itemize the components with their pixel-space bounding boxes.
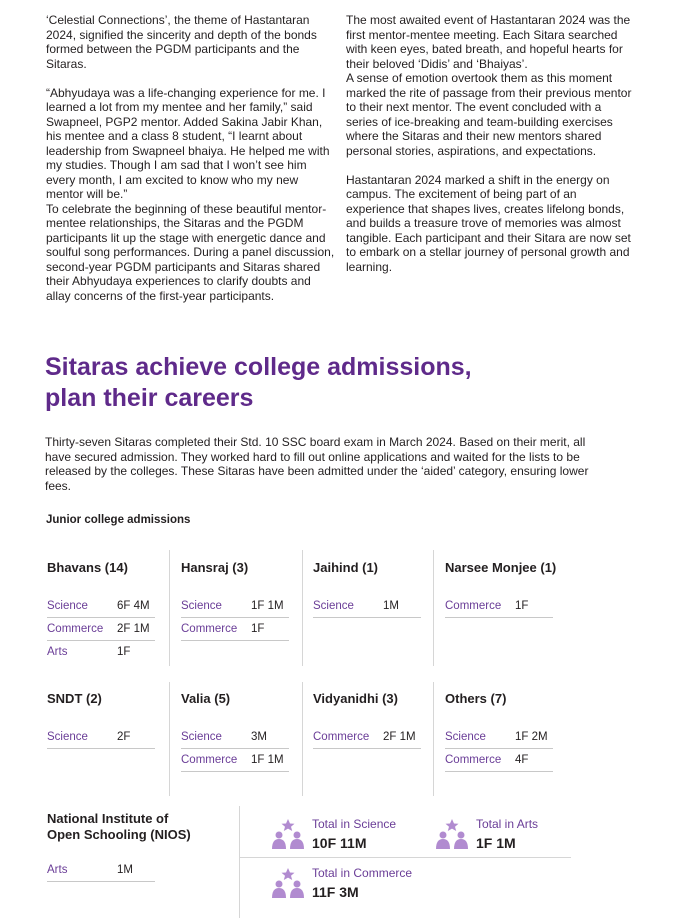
section-intro: Thirty-seven Sitaras completed their Std. 10 SSC board exam in March 2024. Based on their merit, all have secured admission. They worked hard to fill out online applications and waited for the lists to be released by the colleges. These Sitaras have been admitted under the ‘aided’ category, ensuring lower fees.: [45, 435, 589, 493]
admission-count: 1F 1M: [251, 600, 284, 612]
admission-count: 1M: [383, 600, 399, 612]
section-title: [45, 352, 645, 413]
total-arts: [436, 817, 538, 852]
college-cell-nios: [47, 811, 191, 882]
total-label: Total in Science: [312, 817, 397, 831]
people-group-icon: [272, 868, 304, 898]
total-value: 10F 11M: [312, 835, 367, 851]
admission-row: [47, 641, 155, 663]
admission-row: [181, 618, 289, 641]
college-cell: [445, 691, 553, 772]
admission-row: [181, 595, 289, 618]
admission-count: 2F 1M: [383, 731, 416, 743]
admission-row: [313, 595, 421, 618]
grid-divider: [239, 857, 571, 858]
admission-row: [47, 726, 155, 749]
college-cell: [313, 691, 421, 749]
article-paragraph: ‘Celestial Connections’, the theme of Hastantaran 2024, signified the sincerity and depth of the bonds formed between the PGDM participants and the Sitaras.: [46, 13, 317, 71]
admission-count: 3M: [251, 731, 267, 743]
total-value: 11F 3M: [312, 884, 359, 900]
article-paragraph: The most awaited event of Hastantaran 2024 was the first mentor-mentee meeting. Each Sitara searched with keen eyes, bated breath, and hopeful hearts for their beloved ‘Didis’ and ‘Bhaiyas’.: [346, 13, 631, 71]
stream-label: Science: [181, 600, 222, 612]
college-name-line: National Institute of: [47, 811, 169, 826]
admission-row: [181, 726, 289, 749]
admission-count: 1F: [117, 646, 131, 658]
stream-label: Arts: [47, 646, 68, 658]
stream-label: Science: [313, 600, 354, 612]
article-paragraph: “Abhyudaya was a life-changing experience for me. I learned a lot from my mentee and her family,” said Swapneel, PGP2 mentor. Added Sakina Jabir Khan, his mentee and a class 8 student, “I learnt about leadership from Swapneel bhaiya. He helped me with my studies. Though I am sad that I won’t see him every month, I am excited to know who my new mentor will be.”: [46, 85, 330, 201]
stream-label: Science: [47, 600, 88, 612]
grid-divider: [302, 682, 303, 796]
admission-row: [445, 749, 553, 772]
total-commerce: [272, 866, 412, 901]
section-title-line: Sitaras achieve college admissions,: [45, 353, 472, 381]
admission-row: [47, 618, 155, 641]
stream-label: Science: [181, 731, 222, 743]
stream-label: Science: [47, 731, 88, 743]
college-cell: [313, 560, 421, 618]
college-name: Valia (5): [181, 691, 231, 706]
article-paragraph: Hastantaran 2024 marked a shift in the energy on campus. The excitement of being part of an experience that shapes lives, creates lifelong bonds, and builds a treasure trove of memories was almost tangible. Each participant and their Sitara are now set to embark on a stellar journey of personal growth and learning.: [346, 172, 631, 274]
stream-label: Commerce: [47, 623, 104, 635]
college-name: [47, 811, 191, 843]
total-value: 1F 1M: [476, 835, 516, 851]
admission-count: 1F: [251, 623, 265, 635]
college-name: SNDT (2): [47, 691, 102, 706]
admission-count: 1M: [117, 864, 133, 876]
admission-count: 2F 1M: [117, 623, 150, 635]
people-group-icon: [272, 819, 304, 849]
admission-count: 6F 4M: [117, 600, 150, 612]
stream-label: Commerce: [181, 623, 238, 635]
college-name-line: Open Schooling (NIOS): [47, 827, 191, 842]
section-title-line: plan their careers: [45, 383, 254, 412]
college-name: Jaihind (1): [313, 560, 379, 575]
grid-divider: [302, 550, 303, 666]
stream-label: Commerce: [445, 600, 502, 612]
admission-count: 4F: [515, 754, 529, 766]
stream-label: Commerce: [313, 731, 370, 743]
admission-count: 1F 1M: [251, 754, 284, 766]
grid-divider: [169, 550, 170, 666]
college-name: Bhavans (14): [47, 560, 128, 575]
college-name: Others (7): [445, 691, 507, 706]
grid-divider: [433, 682, 434, 796]
admission-row: [47, 859, 155, 882]
admission-count: 2F: [117, 731, 131, 743]
total-label: Total in Arts: [476, 817, 539, 831]
article-paragraph: A sense of emotion overtook them as this moment marked the rite of passage from their previous mentor to their next mentor. The event concluded with a series of ice-breaking and team-building exercises where the Sitaras and their new mentors shared personal stories, aspirations, and expectations.: [346, 71, 632, 158]
grid-divider: [239, 806, 240, 918]
admission-row: [445, 595, 553, 618]
stream-label: Science: [445, 731, 486, 743]
college-cell: [181, 691, 289, 772]
stream-label: Commerce: [445, 754, 502, 766]
total-science: [272, 817, 396, 852]
admission-row: [47, 595, 155, 618]
admission-row: [181, 749, 289, 772]
admission-count: 1F 2M: [515, 731, 548, 743]
college-name: Hansraj (3): [181, 560, 249, 575]
article-paragraph: To celebrate the beginning of these beautiful mentor-mentee relationships, the Sitaras and the PGDM participants lit up the stage with energetic dance and soulful song performances. During a panel discussion, second-year PGDM participants and Sitaras shared their Abhyudaya experiences to clarify doubts and allay concerns of the first-year participants.: [46, 201, 335, 303]
total-label: Total in Commerce: [312, 866, 413, 880]
college-name: Narsee Monjee (1): [445, 560, 557, 575]
admissions-label: Junior college admissions: [46, 514, 191, 526]
admission-row: [313, 726, 421, 749]
grid-divider: [169, 682, 170, 796]
college-cell: [47, 691, 155, 749]
admission-count: 1F: [515, 600, 529, 612]
article-left-column: [46, 13, 336, 303]
people-group-icon: [436, 819, 468, 849]
article-right-column: [346, 13, 636, 274]
stream-label: Arts: [47, 864, 68, 876]
college-cell: [445, 560, 556, 618]
grid-divider: [433, 550, 434, 666]
college-name: Vidyanidhi (3): [313, 691, 398, 706]
college-cell: [47, 560, 155, 663]
admission-row: [445, 726, 553, 749]
college-cell: [181, 560, 289, 641]
stream-label: Commerce: [181, 754, 238, 766]
